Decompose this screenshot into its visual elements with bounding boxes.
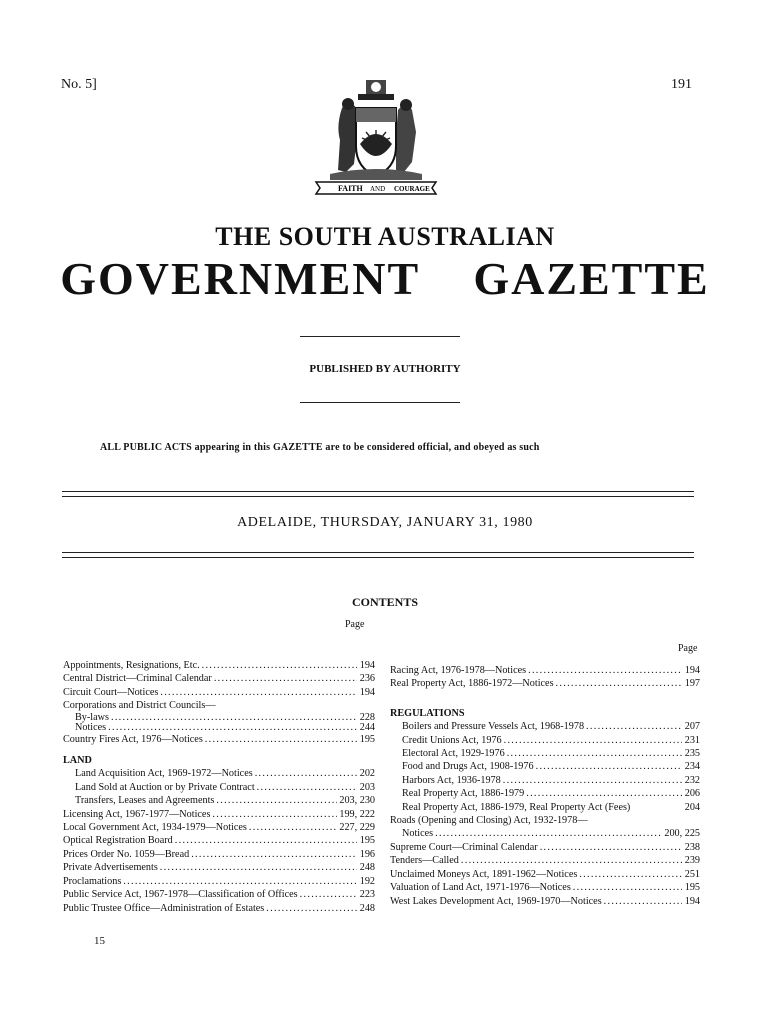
entry-page: 248: [359, 902, 375, 914]
entry-title: Credit Unions Act, 1976: [402, 734, 502, 746]
entry-title: Valuation of Land Act, 1971-1976—Notices: [390, 882, 571, 894]
divider: [300, 336, 460, 337]
issue-number: No. 5]: [61, 77, 97, 92]
entry-title: Tenders—Called: [390, 855, 459, 867]
entry-page: 194: [684, 895, 700, 907]
contents-entry: [63, 888, 375, 901]
entry-title: Transfers, Leases and Agreements: [75, 795, 215, 807]
contents-entry: [390, 774, 700, 787]
entry-title: Notices: [402, 828, 434, 840]
page-column-label-right: Page: [678, 643, 698, 654]
entry-title: Harbors Act, 1936-1978: [402, 774, 501, 786]
entry-title: Real Property Act, 1886-1972—Notices: [390, 678, 554, 690]
contents-entry: [63, 794, 375, 807]
entry-page: 202: [359, 768, 375, 780]
entry-title: Proclamations: [63, 875, 122, 887]
contents-entry: [390, 881, 700, 894]
entry-title: Optical Registration Board: [63, 835, 173, 847]
entry-title: Corporations and District Councils—: [63, 700, 216, 712]
contents-entry: [63, 723, 375, 733]
entry-page: 199, 222: [339, 808, 375, 820]
page-column-label-left: Page: [345, 619, 365, 630]
entry-title: By-laws: [75, 711, 109, 723]
entry-page: 244: [359, 721, 375, 733]
entry-title: West Lakes Development Act, 1969-1970—Notices: [390, 895, 602, 907]
contents-entry: [390, 827, 700, 840]
masthead-line2: GOVERNMENT GAZETTE: [60, 253, 710, 304]
contents-entry: [390, 720, 700, 733]
entry-page: 206: [684, 788, 700, 800]
entry-title: Licensing Act, 1967-1977—Notices: [63, 808, 211, 820]
public-acts-notice: ALL PUBLIC ACTS appearing in this GAZETTE are to be considered official, and obeyed as such: [100, 442, 540, 453]
contents-entry: [390, 677, 700, 690]
entry-page: 248: [359, 862, 375, 874]
entry-page: 194: [359, 660, 375, 671]
entry-title: Supreme Court—Criminal Calendar: [390, 841, 538, 853]
entry-page: 195: [684, 882, 700, 894]
contents-entry: [63, 848, 375, 861]
contents-right-column: [390, 664, 700, 908]
contents-entry: [390, 747, 700, 760]
entry-title: Public Trustee Office—Administration of Estates: [63, 902, 265, 914]
entry-title: Land Acquisition Act, 1969-1972—Notices: [75, 768, 253, 780]
entry-page: 195: [359, 733, 375, 745]
page-number: 191: [671, 77, 692, 92]
motto-left: FAITH: [338, 184, 363, 193]
contents-entry: [390, 895, 700, 908]
entry-page: 234: [684, 761, 700, 773]
contents-entry: [390, 854, 700, 867]
entry-page: 227, 229: [339, 822, 375, 834]
entry-page: 239: [684, 855, 700, 867]
contents-entry: [63, 733, 375, 746]
contents-entry: [63, 713, 375, 723]
entry-page: 203, 230: [339, 795, 375, 807]
section-heading: [390, 707, 700, 720]
contents-entry: [63, 767, 375, 780]
coat-of-arms-icon: [312, 78, 440, 196]
entry-title: Circuit Court—Notices: [63, 686, 159, 698]
contents-entry: [390, 734, 700, 747]
contents-left-column: [63, 659, 375, 915]
entry-page: 251: [684, 868, 700, 880]
entry-page: 232: [684, 774, 700, 786]
entry-title: Country Fires Act, 1976—Notices: [63, 733, 203, 745]
contents-entry: [390, 801, 700, 814]
masthead-line1: THE SOUTH AUSTRALIAN: [215, 222, 555, 251]
entry-title: Notices: [75, 721, 107, 733]
entry-page: 207: [684, 721, 700, 733]
entry-page: 200, 225: [664, 828, 700, 840]
entry-page: 196: [359, 848, 375, 860]
entry-title: LAND: [63, 755, 92, 767]
entry-page: 192: [359, 875, 375, 887]
entry-title: Electoral Act, 1929-1976: [402, 748, 505, 760]
entry-title: Unclaimed Moneys Act, 1891-1962—Notices: [390, 868, 578, 880]
entry-page: 231: [684, 734, 700, 746]
entry-title: Real Property Act, 1886-1979: [402, 788, 525, 800]
contents-entry: [63, 781, 375, 794]
contents-entry: [63, 875, 375, 888]
contents-entry: [63, 808, 375, 821]
entry-title: Real Property Act, 1886-1979, Real Property Act (Fees): [402, 801, 631, 813]
entry-title: Boilers and Pressure Vessels Act, 1968-1978: [402, 721, 585, 733]
entry-title: Local Government Act, 1934-1979—Notices: [63, 822, 247, 834]
entry-title: Private Advertisements: [63, 862, 158, 874]
entry-title: Land Sold at Auction or by Private Contract: [75, 781, 255, 793]
contents-entry: [63, 902, 375, 915]
contents-entry: [390, 787, 700, 800]
entry-page: 195: [359, 835, 375, 847]
contents-entry: [390, 814, 700, 827]
published-by: PUBLISHED BY AUTHORITY: [309, 363, 461, 375]
double-rule: [62, 491, 694, 497]
contents-entry: [390, 760, 700, 773]
divider: [300, 402, 460, 403]
entry-title: Prices Order No. 1059—Bread: [63, 848, 190, 860]
contents-entry: [390, 664, 700, 677]
issue-date: ADELAIDE, THURSDAY, JANUARY 31, 1980: [237, 515, 533, 530]
contents-entry: [63, 821, 375, 834]
entry-page: 235: [684, 748, 700, 760]
sheet-number: 15: [94, 935, 105, 947]
double-rule: [62, 552, 694, 558]
contents-entry: [390, 868, 700, 881]
entry-title: Roads (Opening and Closing) Act, 1932-1978—: [390, 815, 588, 827]
contents-entry: [390, 841, 700, 854]
contents-entry: [63, 686, 375, 699]
entry-page: 204: [684, 801, 700, 813]
contents-entry: [63, 699, 375, 712]
entry-title: Public Service Act, 1967-1978—Classification of Offices: [63, 889, 298, 901]
entry-title: Central District—Criminal Calendar: [63, 673, 212, 685]
entry-page: 203: [359, 781, 375, 793]
entry-title: Appointments, Resignations, Etc.: [63, 660, 200, 671]
contents-heading: CONTENTS: [351, 595, 419, 609]
entry-page: 194: [684, 665, 700, 676]
entry-title: Food and Drugs Act, 1908-1976: [402, 761, 534, 773]
motto-right: COURAGE: [394, 185, 430, 193]
entry-title: REGULATIONS: [390, 707, 465, 719]
motto-mid: AND: [370, 185, 386, 193]
entry-page: 197: [684, 678, 700, 690]
entry-page: 194: [359, 686, 375, 698]
contents-entry: [63, 834, 375, 847]
contents-entry: [63, 861, 375, 874]
entry-title: Racing Act, 1976-1978—Notices: [390, 665, 527, 676]
entry-page: 223: [359, 889, 375, 901]
contents-entry: [63, 659, 375, 672]
entry-page: 228: [359, 711, 375, 723]
contents-entry: [63, 672, 375, 685]
section-heading: [63, 754, 375, 767]
entry-page: 238: [684, 841, 700, 853]
entry-page: 236: [359, 673, 375, 685]
